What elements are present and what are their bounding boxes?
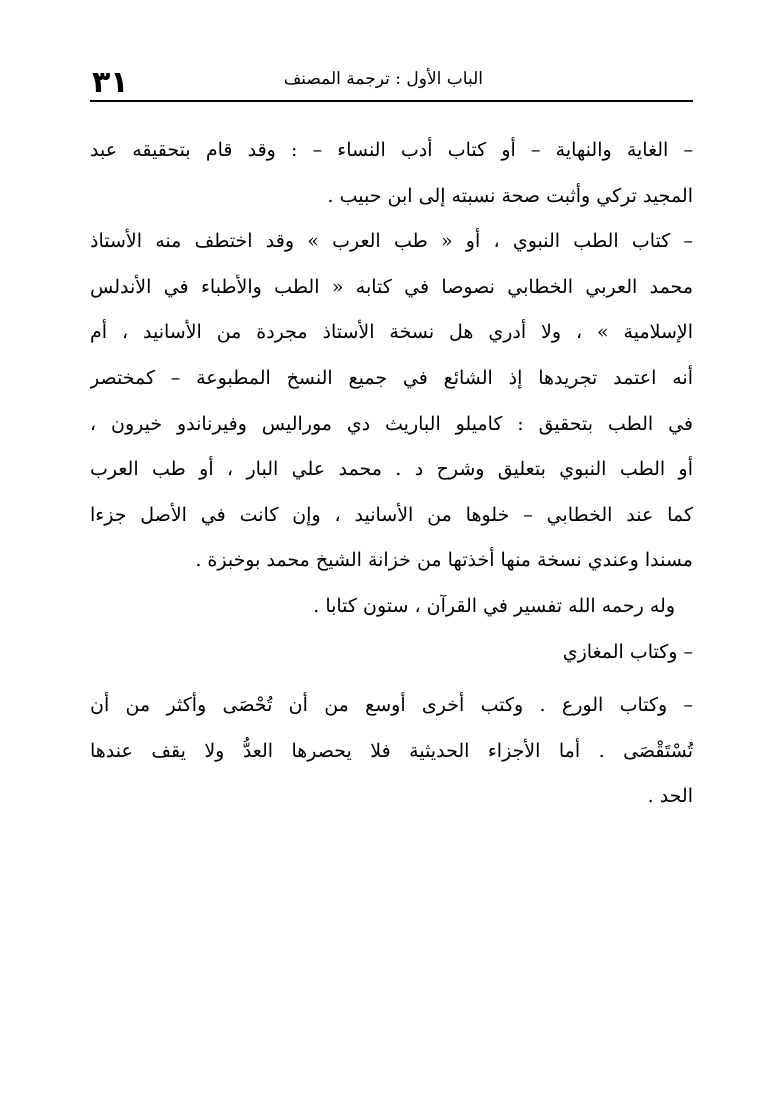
text-line: – كتاب الطب النبوي ، أو « طب العرب » وقد اختطف منه الأستاذ [90,230,693,253]
running-head: الباب الأول : ترجمة المصنف [283,69,483,89]
text-line: مسندا وعندي نسخة منها أخذتها من خزانة الشيخ محمد بوخبزة . [195,549,693,572]
text-line: – الغاية والنهاية – أو كتاب أدب النساء – : وقد قام بتحقيقه عبد [90,139,693,161]
paragraph-wara [90,683,693,820]
text-line: تُسْتَقْصَى . أما الأجزاء الحديثية فلا يحصرها العدُّ ولا يقف عندها [90,739,693,762]
text-line: وله رحمه الله تفسير في القرآن ، ستون كتابا . [313,594,675,617]
text-line: أنه اعتمد تجريدها إذ الشائع في جميع النسخ المطبوعة – كمختصر [90,366,693,389]
text-line: كما عند الخطابي – خلوها من الأسانيد ، وإن كانت في الأصل جزءا [90,503,693,526]
text-line: أو الطب النبوي بتعليق وشرح د . محمد علي البار ، أو طب العرب [90,458,693,481]
paragraph-tibb-nabawi [90,219,693,584]
text-line: – وكتاب الورع . وكتب أخرى أوسع من أن تُحْصَى وأكثر من أن [90,694,693,717]
text-line: محمد العربي الخطابي نصوصا في كتابه « الطب والأطباء في الأندلس [90,275,693,298]
paragraph-gap [90,675,693,683]
paragraph-tafsir [90,584,693,630]
text-line: – وكتاب المغازي [562,640,693,663]
paragraph-ghaya [90,128,693,219]
text-line: الحد . [647,785,693,808]
text-line: المجيد تركي وأثبت صحة نسبته إلى ابن حبيب . [327,184,693,207]
text-line: الإسلامية » ، ولا أدري هل نسخة الأستاذ مجردة من الأسانيد ، أم [90,321,693,344]
page-number: ٣١ [92,65,129,100]
paragraph-maghazi [90,630,693,676]
header-rule [90,100,693,102]
page-header [90,60,693,104]
text-line: في الطب بتحقيق : كاميلو الباريث دي موراليس وفيرناندو خيرون ، [90,412,693,435]
body-text [90,128,693,820]
